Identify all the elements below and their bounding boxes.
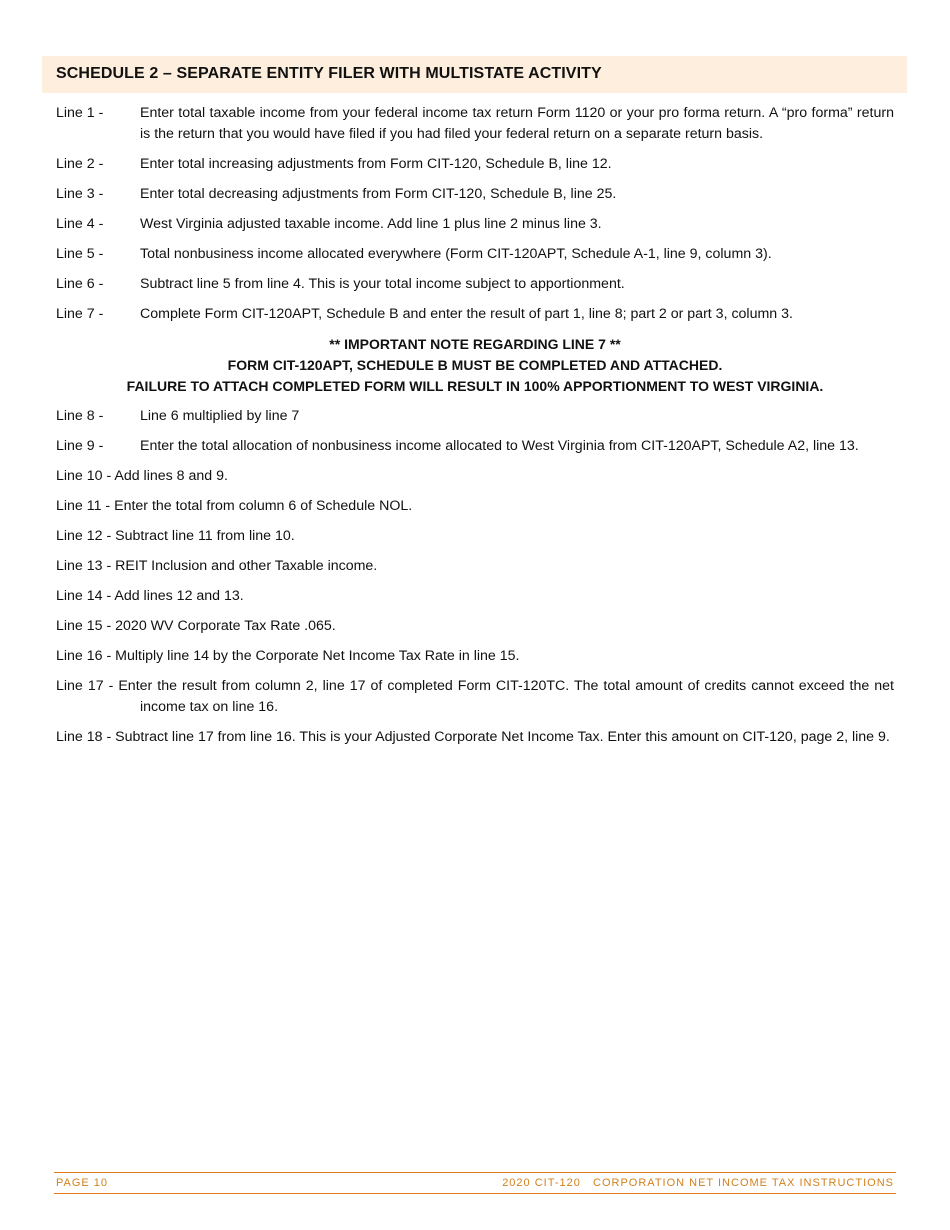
line-label: Line 1 - bbox=[56, 105, 104, 121]
note-warning: FAILURE TO ATTACH COMPLETED FORM WILL RESULT IN 100% APPORTIONMENT TO WEST VIRGINIA. bbox=[126, 378, 824, 394]
important-note bbox=[56, 334, 894, 397]
instructions-body bbox=[56, 103, 894, 757]
line-14: Line 14 - Add lines 12 and 13. bbox=[56, 588, 244, 604]
line-1 bbox=[56, 103, 894, 145]
line-11: Line 11 - Enter the total from column 6 of Schedule NOL. bbox=[56, 498, 413, 514]
line-8 bbox=[56, 406, 894, 427]
line-16: Line 16 - Multiply line 14 by the Corporate Net Income Tax Rate in line 15. bbox=[56, 648, 520, 664]
line-10: Line 10 - Add lines 8 and 9. bbox=[56, 468, 228, 484]
note-heading: ** IMPORTANT NOTE REGARDING LINE 7 ** bbox=[329, 336, 621, 352]
line-label: Line 9 - bbox=[56, 438, 104, 454]
line-3 bbox=[56, 184, 894, 205]
line-13: Line 13 - REIT Inclusion and other Taxable income. bbox=[56, 558, 378, 574]
line-text: Enter total increasing adjustments from Form CIT-120, Schedule B, line 12. bbox=[140, 156, 612, 172]
line-text: Subtract line 5 from line 4. This is your total income subject to apportionment. bbox=[140, 276, 625, 292]
footer-divider-bottom bbox=[54, 1193, 896, 1194]
line-4 bbox=[56, 214, 894, 235]
note-requirement: FORM CIT-120APT, SCHEDULE B MUST BE COMPLETED AND ATTACHED. bbox=[227, 357, 723, 373]
line-18: Line 18 - Subtract line 17 from line 16. This is your Adjusted Corporate Net Income Tax. Enter this amount on CIT-120, page 2, line 9. bbox=[56, 729, 890, 745]
line-text: West Virginia adjusted taxable income. Add line 1 plus line 2 minus line 3. bbox=[140, 216, 602, 232]
line-17: Line 17 - Enter the result from column 2, line 17 of completed Form CIT-120TC. The total amount of credits cannot exceed the net income tax on line 16. bbox=[56, 678, 894, 715]
footer-divider-top bbox=[54, 1172, 896, 1173]
line-text: Total nonbusiness income allocated everywhere (Form CIT-120APT, Schedule A-1, line 9, column 3). bbox=[140, 246, 772, 262]
line-label: Line 7 - bbox=[56, 306, 104, 322]
line-text: Enter total decreasing adjustments from Form CIT-120, Schedule B, line 25. bbox=[140, 186, 617, 202]
line-12: Line 12 - Subtract line 11 from line 10. bbox=[56, 528, 295, 544]
line-text: Enter the total allocation of nonbusiness income allocated to West Virginia from CIT-120APT, Schedule A2, line 13. bbox=[140, 438, 859, 454]
line-text: Line 6 multiplied by line 7 bbox=[140, 408, 300, 424]
line-6 bbox=[56, 274, 894, 295]
line-label: Line 3 - bbox=[56, 186, 104, 202]
line-7 bbox=[56, 304, 894, 325]
schedule-header bbox=[42, 56, 907, 93]
line-label: Line 8 - bbox=[56, 408, 104, 424]
line-text: Complete Form CIT-120APT, Schedule B and enter the result of part 1, line 8; part 2 or part 3, column 3. bbox=[140, 306, 793, 322]
page-number: PAGE 10 bbox=[56, 1177, 109, 1189]
schedule-title: SCHEDULE 2 – SEPARATE ENTITY FILER WITH MULTISTATE ACTIVITY bbox=[56, 65, 602, 82]
line-2 bbox=[56, 154, 894, 175]
line-9 bbox=[56, 436, 894, 457]
line-text: Enter total taxable income from your federal income tax return Form 1120 or your pro forma return. A “pro forma” return is the return that you would have filed if you had filed your federal return on a separate return basis. bbox=[140, 105, 894, 142]
line-5 bbox=[56, 244, 894, 265]
line-label: Line 5 - bbox=[56, 246, 104, 262]
document-title: 2020 CIT-120 CORPORATION NET INCOME TAX INSTRUCTIONS bbox=[502, 1177, 894, 1189]
line-label: Line 4 - bbox=[56, 216, 104, 232]
line-15: Line 15 - 2020 WV Corporate Tax Rate .065. bbox=[56, 618, 336, 634]
line-label: Line 6 - bbox=[56, 276, 104, 292]
line-label: Line 2 - bbox=[56, 156, 104, 172]
